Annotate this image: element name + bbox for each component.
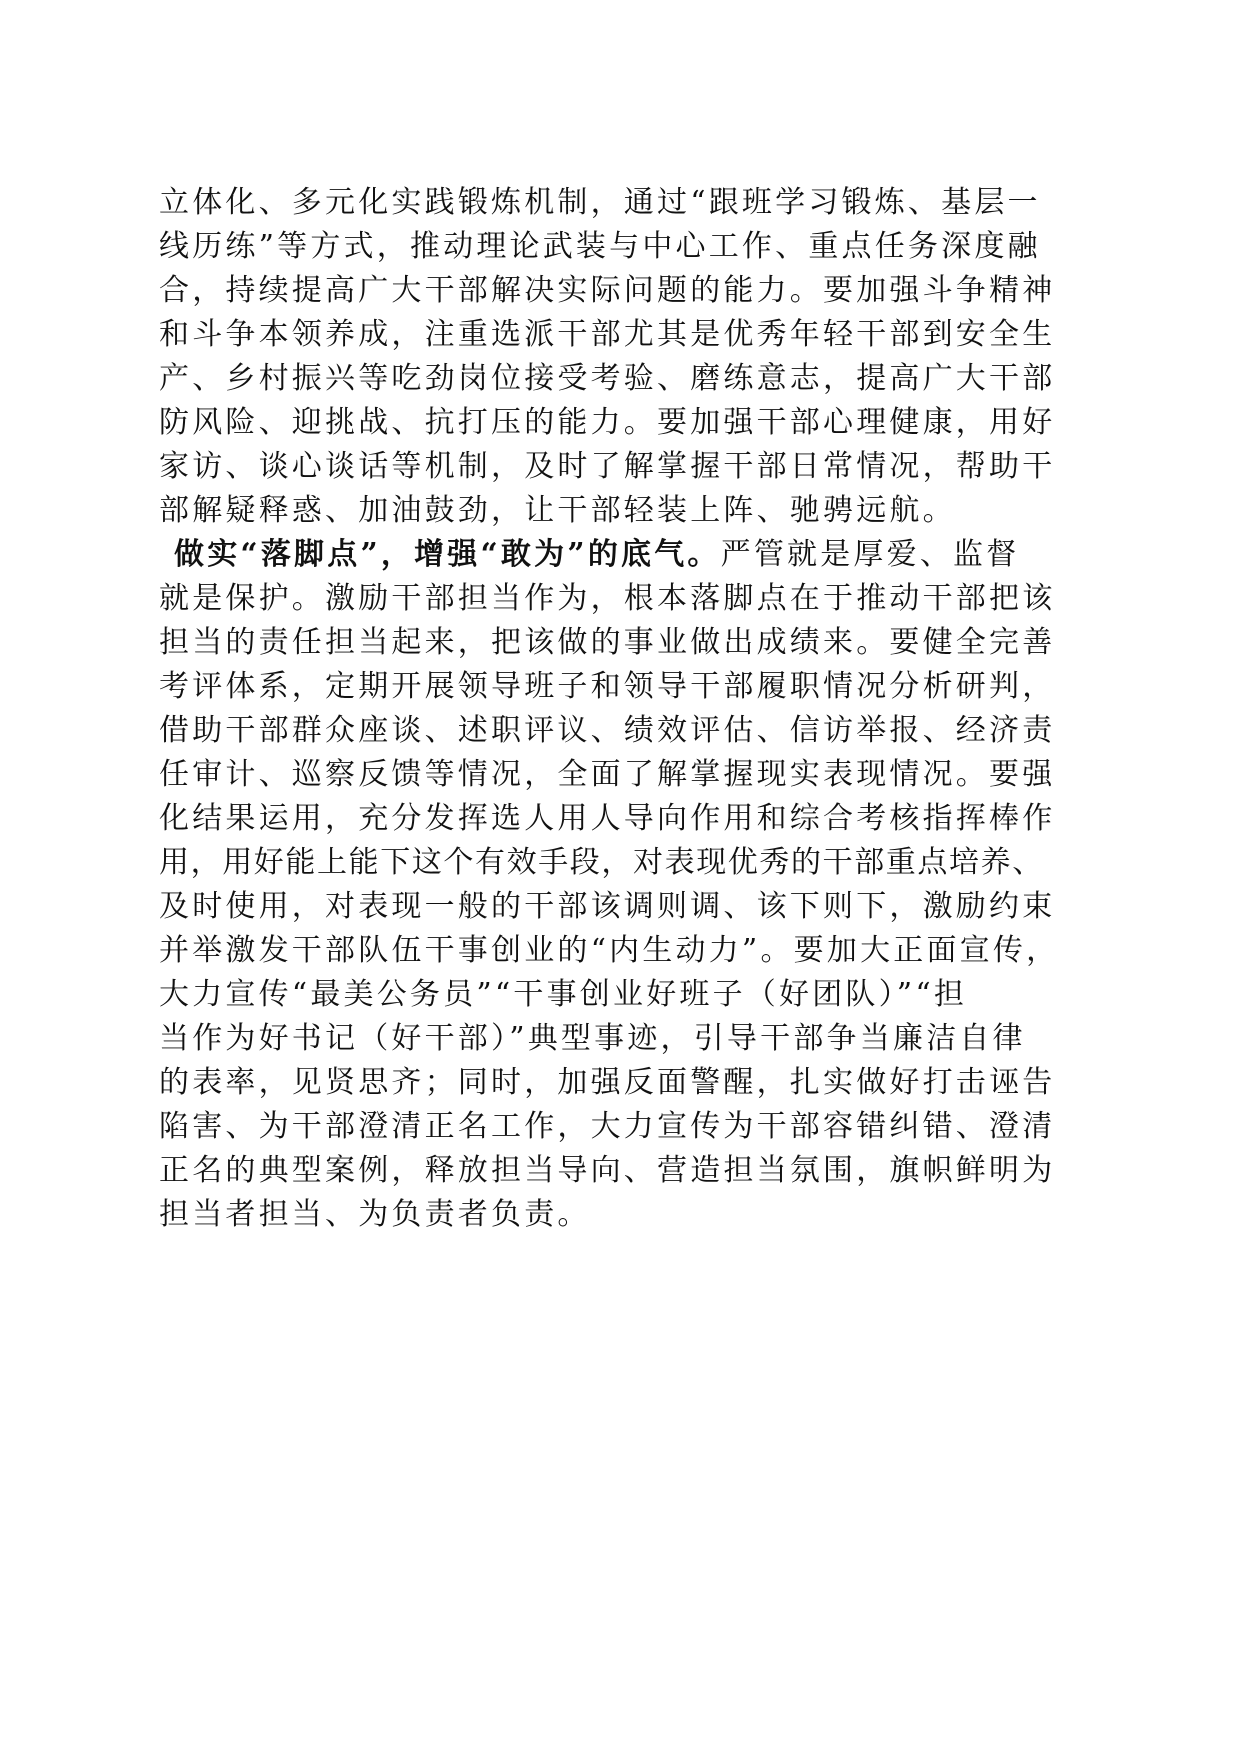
paragraph-line: 和斗争本领养成，注重选派干部尤其是优秀年轻干部到安全生	[159, 317, 1056, 352]
section-lead-heading: 做实“落脚点”，增强“敢为”的底气。	[174, 537, 721, 572]
paragraph-line: 大力宣传“最美公务员”“干事创业好班子（好团队）”“担	[159, 977, 968, 1012]
paragraph-line: 任审计、巡察反馈等情况，全面了解掌握现实表现情况。要强	[159, 757, 1056, 792]
document-body	[159, 181, 1099, 1237]
paragraph-line: 用，用好能上能下这个有效手段，对表现优秀的干部重点培养、	[159, 845, 1044, 880]
paragraph-line: 合，持续提高广大干部解决实际问题的能力。要加强斗争精神	[159, 273, 1056, 308]
paragraph-line: 化结果运用，充分发挥选人用人导向作用和综合考核指挥棒作	[159, 801, 1056, 836]
paragraph-line: 及时使用，对表现一般的干部该调则调、该下则下，激励约束	[159, 889, 1056, 924]
lead-line-rest: 严管就是厚爱、监督	[720, 537, 1020, 572]
paragraph-line: 担当者担当、为负责者负责。	[159, 1197, 591, 1232]
paragraph-line: 借助干部群众座谈、述职评议、绩效评估、信访举报、经济责	[159, 713, 1056, 748]
paragraph-line: 防风险、迎挑战、抗打压的能力。要加强干部心理健康，用好	[159, 405, 1056, 440]
paragraph-line: 当作为好书记（好干部）”典型事迹，引导干部争当廉洁自律	[159, 1021, 1026, 1056]
paragraph-line: 考评体系，定期开展领导班子和领导干部履职情况分析研判，	[159, 669, 1056, 704]
paragraph-line: 正名的典型案例，释放担当导向、营造担当氛围，旗帜鲜明为	[159, 1153, 1056, 1188]
paragraph-line: 就是保护。激励干部担当作为，根本落脚点在于推动干部把该	[159, 581, 1056, 616]
paragraph-line: 并举激发干部队伍干事创业的“内生动力”。要加大正面宣传，	[159, 933, 1060, 968]
paragraph-line: 陷害、为干部澄清正名工作，大力宣传为干部容错纠错、澄清	[159, 1109, 1056, 1144]
paragraph-1	[159, 181, 1099, 533]
paragraph-first-line	[159, 533, 1099, 577]
paragraph-line: 担当的责任担当起来，把该做的事业做出成绩来。要健全完善	[159, 625, 1056, 660]
paragraph-line: 产、乡村振兴等吃劲岗位接受考验、磨练意志，提高广大干部	[159, 361, 1056, 396]
paragraph-line: 立体化、多元化实践锻炼机制，通过“跟班学习锻炼、基层一	[159, 185, 1041, 220]
paragraph-line: 家访、谈心谈话等机制，及时了解掌握干部日常情况，帮助干	[159, 449, 1056, 484]
paragraph-line: 的表率，见贤思齐；同时，加强反面警醒，扎实做好打击诬告	[159, 1065, 1056, 1100]
paragraph-2	[159, 533, 1099, 1237]
paragraph-line: 部解疑释惑、加油鼓劲，让干部轻装上阵、驰骋远航。	[159, 493, 956, 528]
paragraph-line: 线历练”等方式，推动理论武装与中心工作、重点任务深度融	[159, 229, 1041, 264]
